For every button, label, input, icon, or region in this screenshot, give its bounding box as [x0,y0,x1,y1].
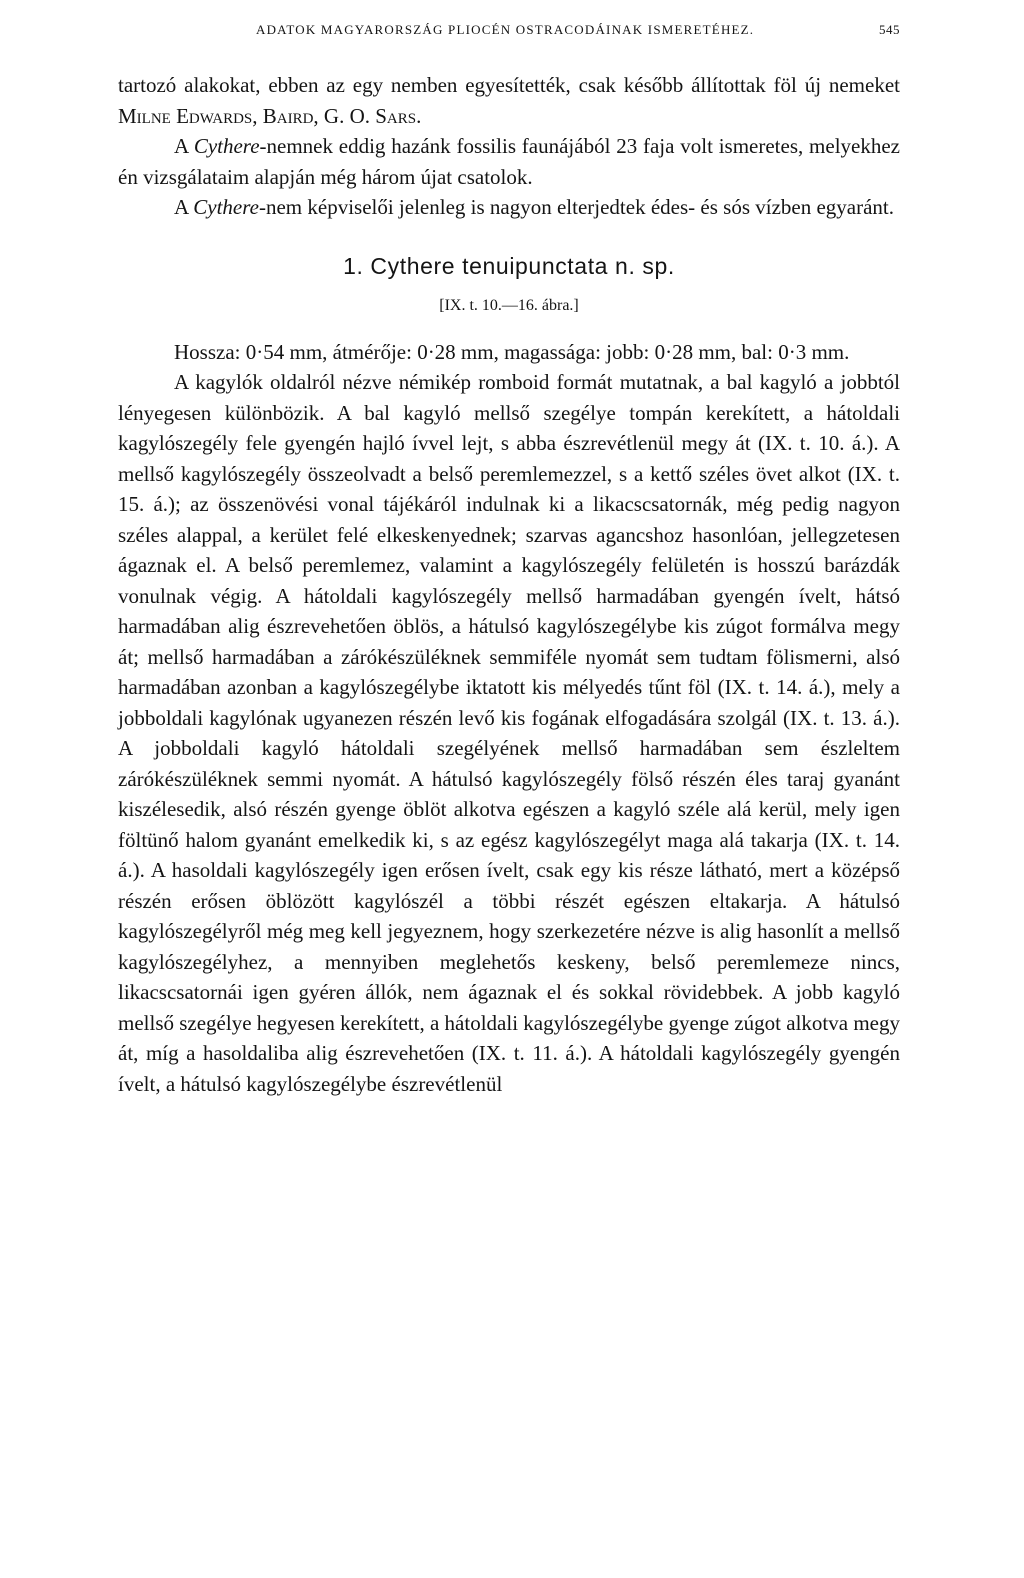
description-paragraph: A kagylók oldalról nézve némikép romboid formát mutatnak, a bal kagyló a jobbtól lényegesen különbözik. A bal kagyló mellső szegélye tompán kerekített, a hátoldali kagylószegély fele gyengén hajló ívvel lejt, s abba észrevétlenül megy át (IX. t. 10. á.). A mellső kagylószegély összeolvadt a belső peremlemezzel, s a kettő széles övet alkot (IX. t. 15. á.); az összenövési vonal tájékáról indulnak ki a likacscsatornák, még pedig nagyon széles alappal, a kerület felé elkeskenyednek; szarvas agancshoz hasonlóan, jellegzetesen ágaznak el. A belső peremlemez, valamint a kagylószegély felületén is hosszú barázdák vonulnak végig. A hátoldali kagylószegély mellső harmadában gyengén ívelt, hátsó harmadában alig észrevehetően öblös, a hátulsó kagylószegélybe kis zúgot formálva megy át; mellső harmadában a zárókészüléknek semmiféle nyomát sem tudtam fölismerni, alsó harmadában azonban a kagylószegélybe iktatott kis mélyedés tűnt föl (IX. t. 14. á.), mely a jobboldali kagylónak ugyanezen részén levő kis fogának elfogadására szolgál (IX. t. 13. á.). A jobboldali kagyló hátoldali szegélyének mellső harmadában sem észleltem zárókészüléknek semmi nyomát. A hátulsó kagylószegély fölső részén éles taraj gyanánt kiszélesedik, alsó részén gyenge öblöt alkotva egészen a kagyló széle alá kerül, mely igen föltünő halom gyanánt emelkedik ki, s az egész kagylószegélyt maga alá takarja (IX. t. 14. á.). A hasoldali kagylószegély igen erősen ívelt, csak egy kis része látható, mert a középső részén erősen öblözött kagylószél a többi részét egészen eltakarja. A hátulsó kagylószegélyről még meg kell jegyeznem, hogy szerkezetére nézve is alig hasonlít a mellső kagylószegélyhez, a mennyiben meglehetős keskeny, belső peremlemeze nincs, likacscsatornái igen gyéren állók, nem ágaznak el és sokkal rövidebbek. A jobb kagyló mellső szegélye hegyesen kerekített, a hátoldali kagylószegélybe gyenge zúgot alkotva megy át, míg a hasoldaliba alig észrevehetően (IX. t. 11. á.). A hátoldali kagylószegély gyengén ívelt, a hátulsó kagylószegélybe észrevétlenül [118,370,900,1096]
intro-paragraph-1-text: tartozó alakokat, ebben az egy nemben egyesítették, csak később állítottak föl új nemeket [118,73,900,97]
intro-paragraph-3-start: A [174,195,194,219]
genus-name: Cythere [193,134,260,158]
intro-paragraph-2-text: -nemnek eddig hazánk fossilis faunájából 23 faja volt ismeretes, melyekhez én vizsgálataim alapján még három újat csatolok. [118,134,901,189]
intro-paragraph-2 [118,131,900,192]
page-number: 545 [879,22,900,37]
genus-name: Cythere [193,195,259,219]
measurements-paragraph: Hossza: 0·54 mm, átmérője: 0·28 mm, magassága: jobb: 0·28 mm, bal: 0·3 mm. [174,339,850,364]
intro-paragraph-3-text: -nem képviselői jelenleg is nagyon elterjedtek édes- és sós vízben egyaránt. [258,195,895,219]
intro-paragraph-3 [118,192,900,223]
figure-reference: [IX. t. 10.—16. ábra.] [439,296,579,314]
intro-paragraph-2-start: A [174,134,194,158]
running-header-title: ADATOK MAGYARORSZÁG PLIOCÉN OSTRACODÁINAK ISMERETÉHEZ. [256,22,755,37]
author-names: Milne Edwards, Baird, G. O. Sars [118,103,417,128]
intro-paragraph-1 [118,70,900,131]
intro-paragraph-1-end: . [416,103,422,128]
species-heading: 1. Cythere tenuipunctata n. sp. [343,252,675,279]
document-page [118,22,900,1099]
running-header [118,22,900,48]
